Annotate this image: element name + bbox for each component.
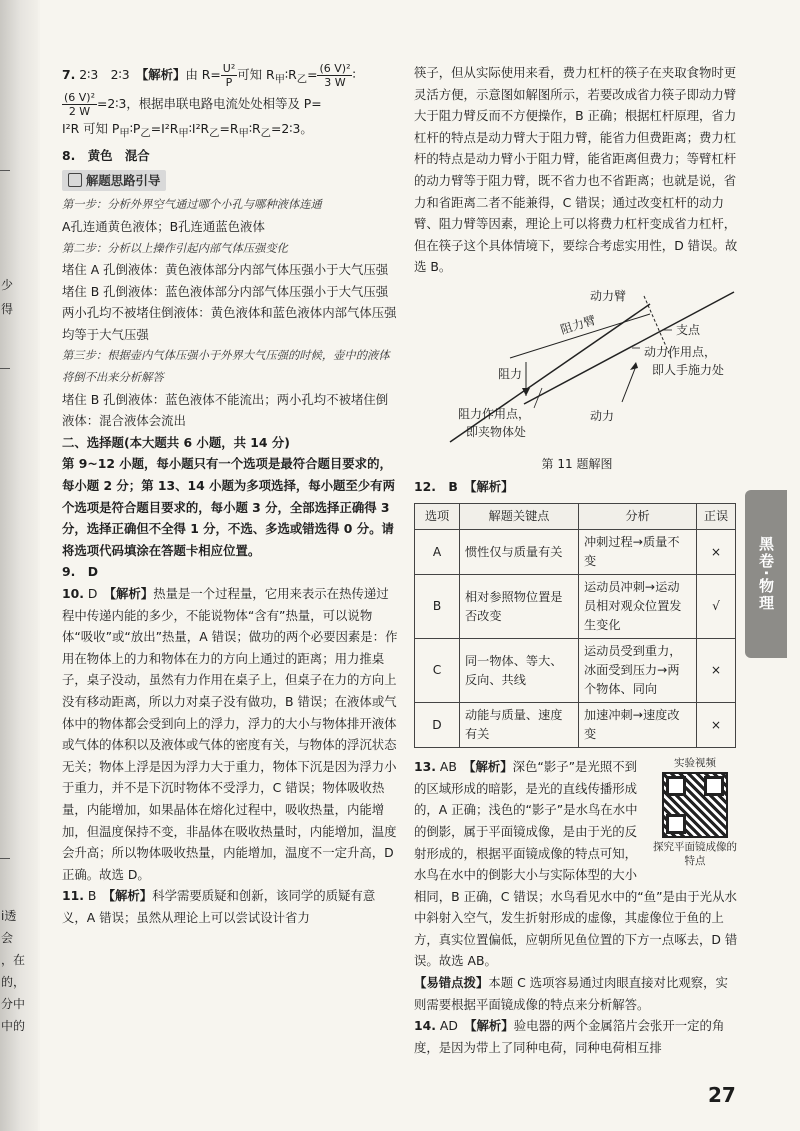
label-apply-point: 动力作用点， (644, 344, 717, 359)
guide-block-a: 堵住 A 孔倒液体：黄色液体部分内部气体压强小于大气压强 (62, 262, 389, 278)
fraction: $\frac{\text{(6 V)²}}{2 W}$ (64, 91, 96, 119)
lever-diagram-svg (414, 284, 740, 452)
label-power-arm: 动力臂 (590, 288, 627, 303)
error-tip: 【易错点拨】本题 C 选项容易通过肉眼直接对比观察，实则需要根据平面镜成像的特点来分析解答。 (414, 975, 728, 1012)
question-14: 14. AD 【解析】验电器的两个金属箔片会张开一定的角度，是因为带上了同种电荷，同种电荷相互排 (414, 1018, 725, 1055)
edge-text: 少 (1, 278, 14, 292)
qr-caption-bottom: 探究平面镜成像的特点 (653, 841, 737, 868)
right-column (414, 62, 740, 1058)
question-11: 11. B 【解析】科学需要质疑和创新，该同学的质疑有意义，A 错误；虽然从理论上可以尝试设计省力 (62, 888, 376, 925)
guide-block-b: 堵住 B 孔倒液体：蓝色液体部分内部气体压强小于大气压强 (62, 283, 389, 299)
analysis-cell: 运动员受到重力，冰面受到压力→两个物体、同向 (579, 639, 697, 703)
analysis-cell: 加速冲刺→速度改变 (579, 703, 697, 748)
power-force-line (622, 366, 636, 402)
label-resist-point-2: 即夹物体处 (466, 424, 527, 439)
qr-code-icon[interactable] (662, 772, 728, 838)
key-point-cell: 动能与质量、速度有关 (460, 703, 579, 748)
section-title: 二、选择题(本大题共 6 小题，共 14 分) (62, 434, 290, 450)
guide-block-none: 两小孔均不被堵住倒液体：黄色液体和蓝色液体内部气体压强均等于大气压强 (62, 305, 397, 342)
guide-step-1-result: A孔连通黄色液体；B孔连通蓝色液体 (62, 218, 265, 234)
fraction: $\frac{\text{U²}}{P}$ (222, 62, 236, 89)
table-row (415, 703, 736, 748)
answer-table (414, 503, 736, 748)
edge-text: 分中 (1, 997, 26, 1011)
label-resist-point: 阻力作用点， (458, 406, 531, 421)
table-row (415, 530, 736, 575)
guide-step-2: 第二步：分析以上操作引起内部气体压强变化 (62, 241, 288, 255)
mark-cell: × (697, 639, 736, 703)
table-row (415, 575, 736, 639)
edge-text: 会 (1, 931, 14, 945)
qr-caption-top: 实验视频 (674, 757, 716, 770)
chopstick-lower (450, 304, 650, 442)
question-8: 8. 黄色 混合 (62, 148, 150, 164)
key-point-cell: 相对参照物位置是否改变 (460, 575, 579, 639)
table-header: 正误 (697, 504, 736, 530)
guide-step-3: 第三步：根据壶内气体压强小于外界大气压强的时候，壶中的液体将倒不出来分析解答 (62, 349, 390, 385)
section-description: 第 9~12 小题，每小题只有一个选项是最符合题目要求的，每小题 2 分；第 13、14 小题为多项选择，每小题至少有两个选项是符合题目要求的，每小题 3 分，全部选择正确得 3 分，选择正确但不全得 1 分，不选、多选或错选得 0 分。请将选项代码填涂在答题卡相应位置。 (62, 456, 395, 558)
question-10: 10. D 【解析】热量是一个过程量，它用来表示在热传递过程中传递内能的多少，不能说物体“含有”热量，可以说物体“吸收”或“放出”热量，A 错误；做功的两个必要因素是：作用在物体上的力和物体在力的方向上通过的距离；用力推桌子，桌子没动，虽然有力作用在桌子上，但桌子在力的方向上没有移动距离，所以力对桌子没有做功，B 错误；在液体或气体中的物体都会受到向上的浮力，浮力的大小与物体排开液体或气体的体积以及液体或气体的密度有关，与物体的浮沉状态无关；物体上浮是因为浮力大于重力，物体下沉是因为浮力小于重力，并不是下沉时物体不受浮力，C 错误；物体吸收热量，内能增加，如果晶体在熔化过程中，吸收热量，内能增加，但温度保持不变，非晶体在吸收热量时，内能增加，温度会升高；所以物体吸收热量，内能增加，温度不一定升高，D 正确。故选 D。 (62, 586, 398, 882)
edge-text: i透 (1, 909, 17, 923)
option-cell: C (415, 639, 460, 703)
question-12: 12. B 【解析】 (414, 478, 514, 494)
qr-code-block[interactable] (650, 756, 740, 868)
question-9: 9. D (62, 564, 99, 580)
left-column (62, 62, 398, 929)
option-cell: A (415, 530, 460, 575)
page-binding (0, 0, 38, 1131)
question-11-continued: 筷子，但从实际使用来看，费力杠杆的筷子在夹取食物时更灵活方便，示意图如解图所示，若要改成省力筷子即动力臂大于阻力臂反而不方便操作，B 正确；根据杠杆原理，省力杠杆的特点是动力臂大于阻力臂，能省力但费距离；费力杠杆的特点是动力臂小于阻力臂，能省距离但费力；等臂杠杆的动力臂等于阻力臂，既不省力也不省距离；也就是说，省力和省距离二者不能兼得，C 错误；通过改变杠杆的动力臂、阻力臂等因素，理论上可以将费力杠杆变成省力杠杆，但在筷子这个具体情境下，要综合考虑实用性，D 错误。故选 B。 (414, 65, 738, 275)
figure-caption: 第 11 题解图 (541, 456, 613, 471)
page-number: 27 (708, 1083, 736, 1107)
power-force-arrow (630, 362, 638, 370)
option-cell: D (415, 703, 460, 748)
edge-text: 得 (1, 302, 14, 316)
question-13: 13. AB 【解析】深色“影子”是光照不到的区域形成的暗影，是光的直线传播形成的，A 正确；浅色的“影子”是水鸟在水中的倒影，属于平面镜成像，是由于光的反射形成的，根据平面镜成像的特点可知，水鸟在水中的倒影大小与实际体型的大小相同，B 正确，C 错误；水鸟看见水中的“鱼”是由于光从水中斜射入空气，发生折射形成的虚像，其虚像位于鱼的上方，真实位置偏低，应朝所见鱼位置的下方一点啄去，D 错误。故选 AB。 (414, 759, 738, 969)
label-apply-point-2: 即人手施力处 (652, 362, 725, 377)
fraction: $\frac{\text{(6 V)²}}{3 W}$ (319, 62, 351, 89)
guide-conclusion: 堵住 B 孔倒液体：蓝色液体不能流出；两小孔均不被堵住倒液体：混合液体会流出 (62, 391, 389, 429)
table-row (415, 639, 736, 703)
label-resist-arm: 阻力臂 (558, 312, 598, 337)
mark-cell: √ (697, 575, 736, 639)
label-resist: 阻力 (498, 366, 523, 381)
guide-header: 解题思路引导 (62, 170, 166, 192)
edge-text: ，在 (1, 953, 26, 967)
option-cell: B (415, 575, 460, 639)
guide-step-1: 第一步：分析外界空气通过哪个小孔与哪种液体连通 (62, 198, 322, 212)
table-header: 解题关键点 (460, 504, 579, 530)
edge-text: 的， (1, 975, 26, 989)
table-header: 选项 (415, 504, 460, 530)
mark-cell: × (697, 530, 736, 575)
guide-icon (68, 173, 82, 187)
label-fulcrum: 支点 (676, 322, 701, 337)
side-tab: 黑卷·物理 (745, 490, 787, 658)
analysis-cell: 冲刺过程→质量不变 (579, 530, 697, 575)
lever-diagram (414, 284, 740, 452)
table-header: 分析 (579, 504, 697, 530)
analysis-cell: 运动员冲刺→运动员相对观众位置发生变化 (579, 575, 697, 639)
table-header-row (415, 504, 736, 530)
question-7: 7. 2∶3 2∶3 【解析】由 R= $\frac{\text{U²}}{P}$ 可知 $R_甲∶R_乙=$ $\frac{\text{(6 V)²}}{3 W}$ ∶ $\frac{\text{(6 V)²}}{2 W}$ =2∶3，根据串联电路电流处处相等及 P= I²R 可知 $P_甲∶P_乙=I^2R_甲∶I^2R_乙=R_甲∶R_乙=2∶3$。 (62, 62, 356, 140)
label-force: 动力 (590, 408, 615, 423)
key-point-cell: 惯性仅与质量有关 (460, 530, 579, 575)
key-point-cell: 同一物体、等大、反向、共线 (460, 639, 579, 703)
mark-cell: × (697, 703, 736, 748)
edge-text: 中的 (1, 1019, 26, 1033)
